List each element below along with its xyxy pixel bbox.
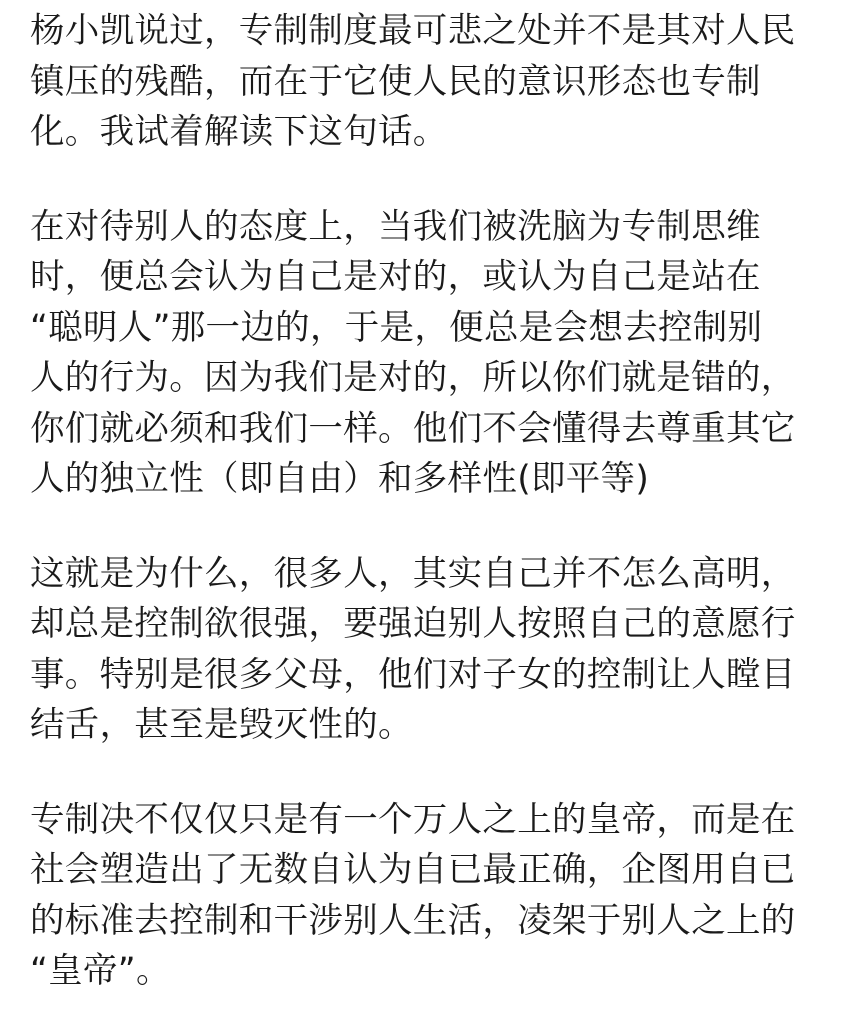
text-line: 这就是为什么，很多人，其实自己并不怎么高明， (30, 553, 796, 594)
text-line: 时，便总会认为自己是对的，或认为自己是站在 (30, 257, 761, 297)
text-line: 人的独立性（即自由）和多样性(即平等) (30, 459, 650, 499)
text-line: 专制决不仅仅只是有一个万人之上的皇帝，而是在 (30, 799, 796, 840)
text-line: 杨小凯说过，专制制度最可悲之处并不是其对人民 (30, 11, 796, 51)
paragraph-1 (30, 6, 850, 158)
text-line: 社会塑造出了无数自认为自已最正确，企图用自已 (30, 850, 796, 890)
text-line: 在对待别人的态度上，当我们被洗脑为专制思维 (30, 206, 761, 247)
text-line: “皇帝”。 (30, 951, 171, 991)
text-line: “聪明人”那一边的，于是，便总是会想去控制别 (30, 307, 763, 348)
text-line: 你们就必须和我们一样。他们不会懂得去尊重其它 (30, 408, 796, 449)
article-body (30, 6, 850, 997)
text-line: 人的行为。因为我们是对的，所以你们就是错的， (30, 358, 796, 398)
paragraph-4 (30, 795, 850, 997)
text-line: 化。我试着解读下这句话。 (30, 112, 448, 152)
paragraph-2 (30, 202, 850, 505)
text-line: 结舌，甚至是毁灭性的。 (30, 705, 413, 745)
text-line: 的标准去控制和干涉别人生活，凌架于别人之上的 (30, 900, 796, 941)
text-line: 事。特别是很多父母，他们对子女的控制让人瞠目 (30, 654, 796, 695)
text-line: 却总是控制欲很强，要强迫别人按照自己的意愿行 (30, 604, 796, 644)
paragraph-3 (30, 549, 850, 751)
text-line: 镇压的残酷，而在于它使人民的意识形态也专制 (30, 61, 761, 102)
